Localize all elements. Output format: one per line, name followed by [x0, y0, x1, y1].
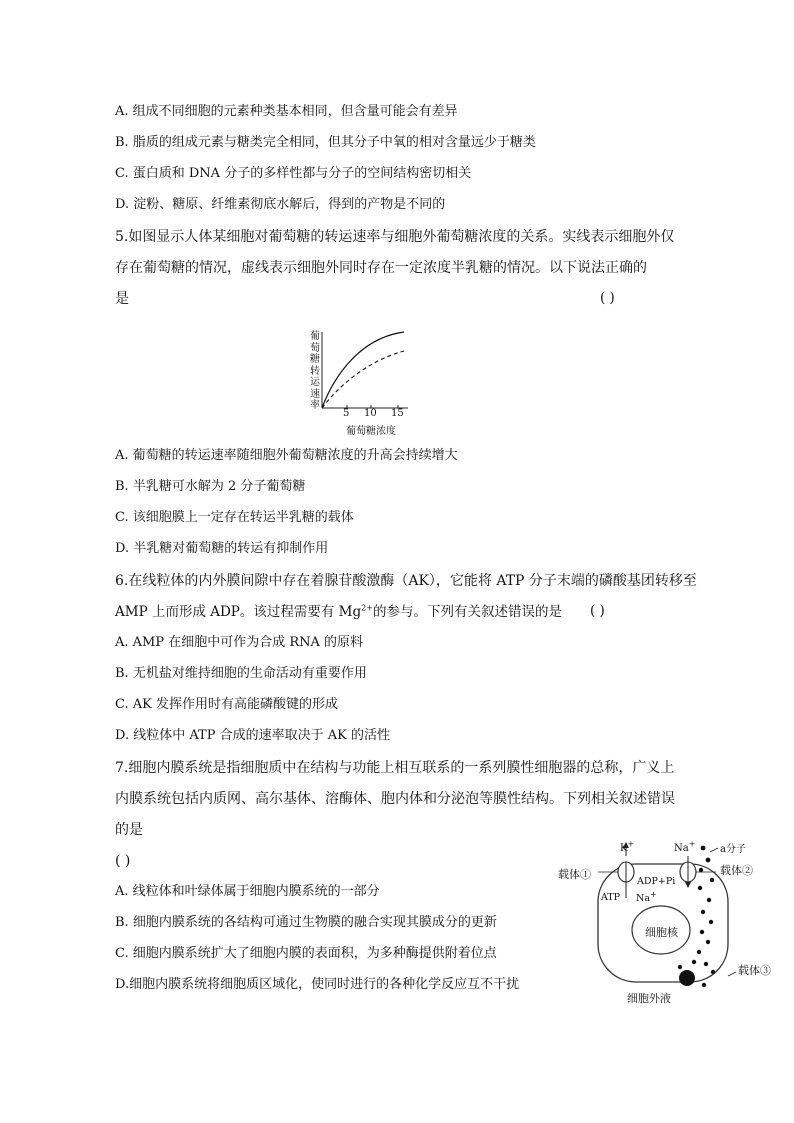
q6-option-a: A. AMP 在细胞中可作为合成 RNA 的原料 — [115, 635, 364, 650]
carrier-1-label: 载体① — [558, 868, 591, 881]
atp-label: ATP — [601, 892, 621, 903]
q4-option-c: C. 蛋白质和 DNA 分子的多样性都与分子的空间结构密切相关 — [115, 166, 472, 181]
carrier-2-label: 载体② — [720, 864, 753, 877]
graph-x-label: 葡萄糖浓度 — [346, 426, 396, 437]
nucleus-label: 细胞核 — [645, 926, 678, 939]
q7-stem-line-2: 内膜系统包括内质网、高尔基体、溶酶体、胞内体和分泌泡等膜性结构。下列相关叙述错误 — [115, 791, 675, 807]
mg-charge-superscript: 2+ — [361, 603, 373, 613]
carrier-3-leader — [728, 972, 736, 976]
q7-option-c: C. 细胞内膜系统扩大了细胞内膜的表面积，为多种酶提供附着位点 — [115, 946, 497, 961]
q6-stem-line-2 — [115, 603, 562, 621]
x-tick-label-5: 5 — [343, 408, 350, 419]
dashed-curve-with-galactose — [322, 351, 404, 408]
q5-option-c: C. 该细胞膜上一定存在转运半乳糖的载体 — [115, 510, 354, 525]
q5-option-d: D. 半乳糖对葡萄糖的转运有抑制作用 — [115, 541, 329, 556]
q6-stem-line-2-text: AMP 上而形成 ADP。该过程需要有 Mg — [115, 604, 362, 620]
graph-y-label: 葡萄糖转运速率 — [310, 331, 320, 411]
q7-answer-paren: ( ) — [115, 853, 131, 869]
q4-option-d: D. 淀粉、糖原、纤维素彻底水解后，得到的产物是不同的 — [115, 197, 446, 212]
na-charge: + — [688, 839, 696, 849]
na-inside-label — [636, 889, 657, 904]
na-ion-label — [674, 839, 696, 854]
q7-option-b: B. 细胞内膜系统的各结构可通过生物膜的融合实现其膜成分的更新 — [115, 915, 497, 930]
q5-option-b: B. 半乳糖可水解为 2 分子葡萄糖 — [115, 479, 306, 494]
adp-pi-label: ADP+Pi — [637, 876, 676, 887]
na-inside-text: Na — [636, 893, 650, 904]
q6-stem-line-2-tail: 的参与。下列有关叙述错误的是 — [372, 604, 562, 620]
q7-option-a: A. 线粒体和叶绿体属于细胞内膜系统的一部分 — [115, 884, 380, 899]
q7-option-d: D.细胞内膜系统将细胞质区域化，使同时进行的各种化学反应互不干扰 — [115, 977, 520, 992]
carrier-3-label: 载体③ — [738, 964, 771, 977]
q6-stem-line-1: 6.在线粒体的内外膜间隙中存在着腺苷酸激酶（AK），它能将 ATP 分子末端的磷酸基团转移至 — [115, 573, 697, 589]
q7-stem-line-3: 的是 — [115, 822, 143, 838]
q6-option-d: D. 线粒体中 ATP 合成的速率取决于 AK 的活性 — [115, 728, 390, 743]
q6-option-b: B. 无机盐对维持细胞的生命活动有重要作用 — [115, 666, 367, 681]
k-ion-label — [620, 839, 635, 854]
carrier-3-dot — [679, 970, 695, 986]
k-text: K — [620, 843, 628, 854]
q5-option-a: A. 葡萄糖的转运速率随细胞外葡萄糖浓度的升高会持续增大 — [115, 448, 458, 463]
na-arrow-head — [685, 882, 691, 888]
x-tick-label-15: 15 — [391, 408, 404, 419]
a-molecule-label: a分子 — [720, 844, 746, 855]
q6-answer-paren: ( ) — [590, 603, 605, 619]
a-molecule-leader — [710, 848, 718, 852]
q5-stem-line-2: 存在葡萄糖的情况，虚线表示细胞外同时存在一定浓度半乳糖的情况。以下说法正确的 — [115, 260, 647, 276]
q6-option-c: C. AK 发挥作用时有高能磷酸键的形成 — [115, 697, 338, 712]
x-tick-label-10: 10 — [364, 408, 377, 419]
na-text: Na — [674, 843, 689, 854]
k-charge: + — [627, 839, 635, 849]
q5-stem-line-1: 5.如图显示人体某细胞对葡萄糖的转运速率与细胞外葡萄糖浓度的关系。实线表示细胞外仅 — [115, 229, 675, 245]
extracellular-fluid-label: 细胞外液 — [627, 992, 671, 1005]
q7-stem-line-1: 7.细胞内膜系统是指细胞质中在结构与功能上相互联系的一系列膜性细胞器的总称，广义上 — [115, 760, 675, 776]
q5-stem-line-3: 是 — [115, 291, 129, 307]
na-inside-charge: + — [649, 889, 657, 899]
q4-option-b: B. 脂质的组成元素与糖类完全相同，但其分子中氧的相对含量远少于糖类 — [115, 135, 536, 150]
q5-answer-paren: ( ) — [600, 290, 615, 306]
q4-option-a: A. 组成不同细胞的元素种类基本相同，但含量可能会有差异 — [115, 104, 458, 119]
